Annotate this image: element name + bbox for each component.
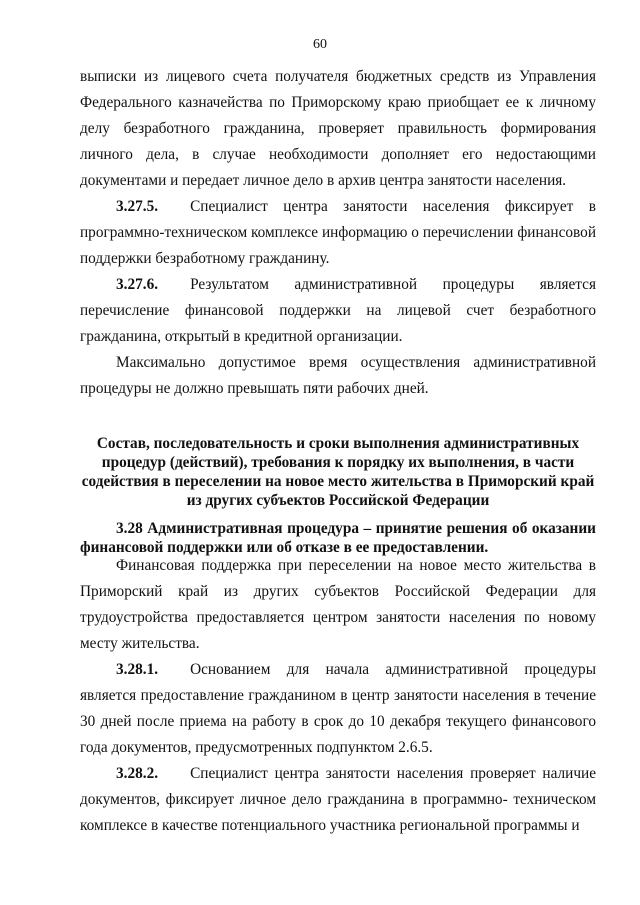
clause-text: Основанием для начала административной процедуры является предоставление гражданином в центр занятости населения в течение 30 дней после приема на работу в срок до 10 декабря текущего финансового года документов, предусмотренных подпунктом 2.6.5. [80, 661, 596, 756]
clause-text: Специалист центра занятости населения проверяет наличие документов, фиксирует личное дело гражданина в программно- техническом комплексе в качестве потенциального участника региональной программы и [80, 765, 596, 834]
subsection-heading [80, 519, 596, 557]
clause-number: 3.27.6. [116, 276, 159, 293]
clause-number: 3.27.5. [116, 198, 159, 215]
paragraph-3-27-6 [80, 272, 596, 350]
clause-text: Результатом административной процедуры является перечисление финансовой поддержки на лицевой счет безработного гражданина, открытый в кредитной организации. [80, 276, 596, 345]
text-block-bottom [80, 553, 596, 839]
section-heading: Состав, последовательность и сроки выполнения административных процедур (действий), требования к порядку их выполнения, в части содействия в переселении на новое место жительства в Приморский край из других субъектов Российской Федерации [81, 435, 595, 509]
subsection-text: 3.28 Административная процедура – принятие решения об оказании финансовой поддержки или об отказе в ее предоставлении. [80, 520, 596, 556]
clause-number: 3.28.2. [116, 765, 159, 782]
text-block-top [80, 64, 596, 402]
clause-text: Специалист центра занятости населения фиксирует в программно-техническом комплексе информацию о перечислении финансовой поддержки безработному гражданину. [80, 198, 596, 267]
clause-number: 3.28.1. [116, 661, 159, 678]
paragraph-financial-support: Финансовая поддержка при переселении на новое место жительства в Приморский край из других субъектов Российской Федерации для трудоустройства предоставляется центром занятости населения по новому месту жительства. [80, 557, 596, 652]
paragraph-3-28-2 [80, 761, 596, 839]
page-number: 60 [313, 37, 327, 52]
paragraph-3-27-5 [80, 194, 596, 272]
paragraph-3-28-1 [80, 657, 596, 761]
paragraph-continuation: выписки из лицевого счета получателя бюджетных средств из Управления Федерального казначейства по Приморскому краю приобщает ее к личному делу безработного гражданина, проверяет правильность формирования личного дела, в случае необходимости дополняет его недостающими документами и передает личное дело в архив центра занятости населения. [80, 68, 596, 189]
paragraph-max-time: Максимально допустимое время осуществления административной процедуры не должно превышать пяти рабочих дней. [80, 354, 596, 397]
